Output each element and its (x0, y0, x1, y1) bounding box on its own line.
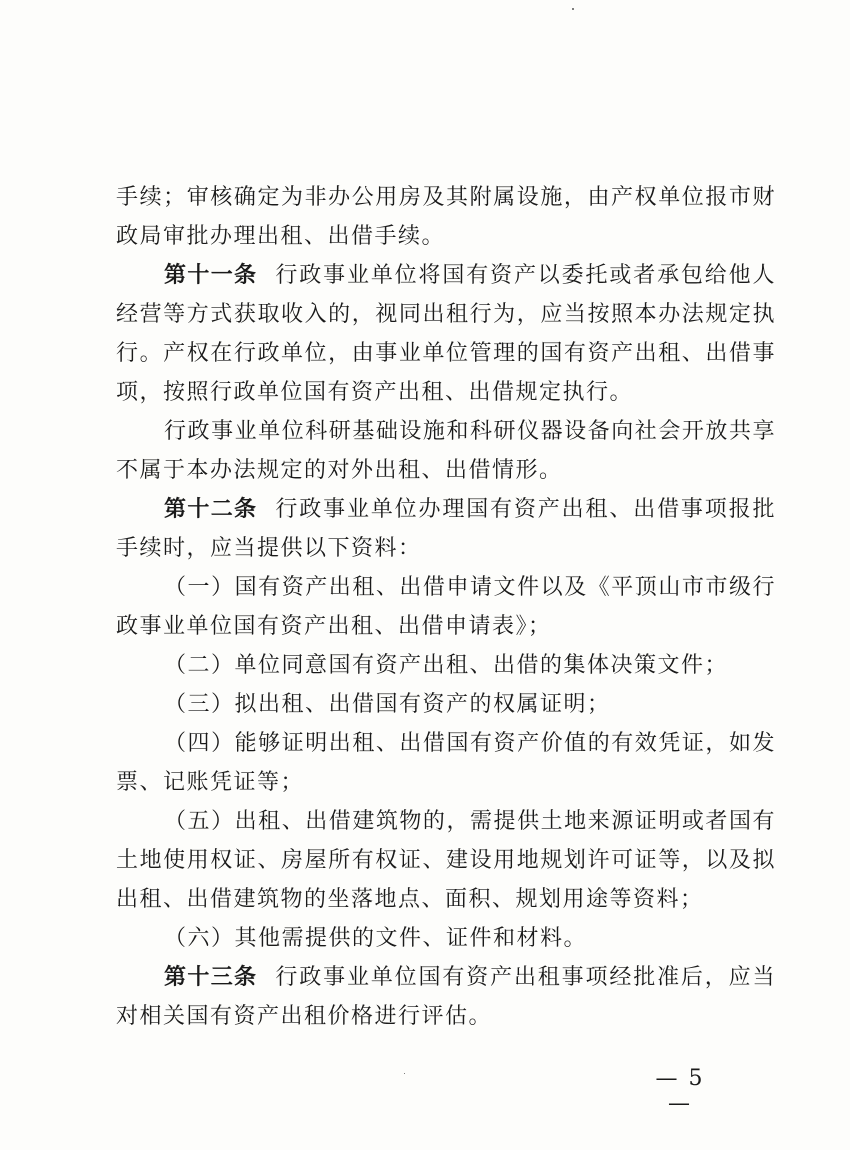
article-heading: 第十三条 (164, 965, 258, 990)
paragraph-text: 行政事业单位科研基础设施和科研仪器设备向社会开放共享不属于本办法规定的对外出租、出借情形。 (116, 419, 776, 483)
paragraph-text: （五）出租、出借建筑物的，需提供土地来源证明或者国有土地使用权证、房屋所有权证、建设用地规划许可证等，以及拟出租、出借建筑物的坐落地点、面积、规划用途等资料； (116, 809, 776, 912)
article-heading: 第十二条 (164, 497, 258, 522)
paragraph-article-12 (116, 490, 776, 568)
paragraph-text: （四）能够证明出租、出借国有资产价值的有效凭证，如发票、记账凭证等； (116, 731, 776, 795)
paragraph-text: （三）拟出租、出借国有资产的权属证明； (164, 692, 611, 717)
document-body (116, 178, 776, 1036)
list-item (116, 646, 776, 685)
paragraph (116, 412, 776, 490)
list-item (116, 802, 776, 919)
list-item (116, 685, 776, 724)
list-item (116, 568, 776, 646)
page-number: — 5 — (655, 1066, 705, 1116)
paragraph-article-13 (116, 958, 776, 1036)
paragraph-text: （一）国有资产出租、出借申请文件以及《平顶山市市级行政事业单位国有资产出租、出借申请表》； (116, 575, 776, 639)
paragraph-text: （六）其他需提供的文件、证件和材料。 (164, 926, 588, 951)
article-heading: 第十一条 (164, 263, 258, 288)
scan-speck (404, 1073, 405, 1074)
paragraph-text: 行政事业单位将国有资产以委托或者承包给他人经营等方式获取收入的，视同出租行为，应当按照本办法规定执行。产权在行政单位，由事业单位管理的国有资产出租、出借事项，按照行政单位国有资产出租、出借规定执行。 (116, 263, 776, 405)
list-item (116, 919, 776, 958)
paragraph-text: 手续；审核确定为非办公用房及其附属设施，由产权单位报市财政局审批办理出租、出借手续。 (116, 185, 776, 249)
paragraph-text: 行政事业单位国有资产出租事项经批准后，应当对相关国有资产出租价格进行评估。 (116, 965, 776, 1029)
paragraph-text: （二）单位同意国有资产出租、出借的集体决策文件； (164, 653, 729, 678)
paragraph-article-11 (116, 256, 776, 412)
paragraph-text: 行政事业单位办理国有资产出租、出借事项报批手续时，应当提供以下资料： (116, 497, 776, 561)
scan-speck (572, 8, 574, 10)
paragraph (116, 178, 776, 256)
list-item (116, 724, 776, 802)
